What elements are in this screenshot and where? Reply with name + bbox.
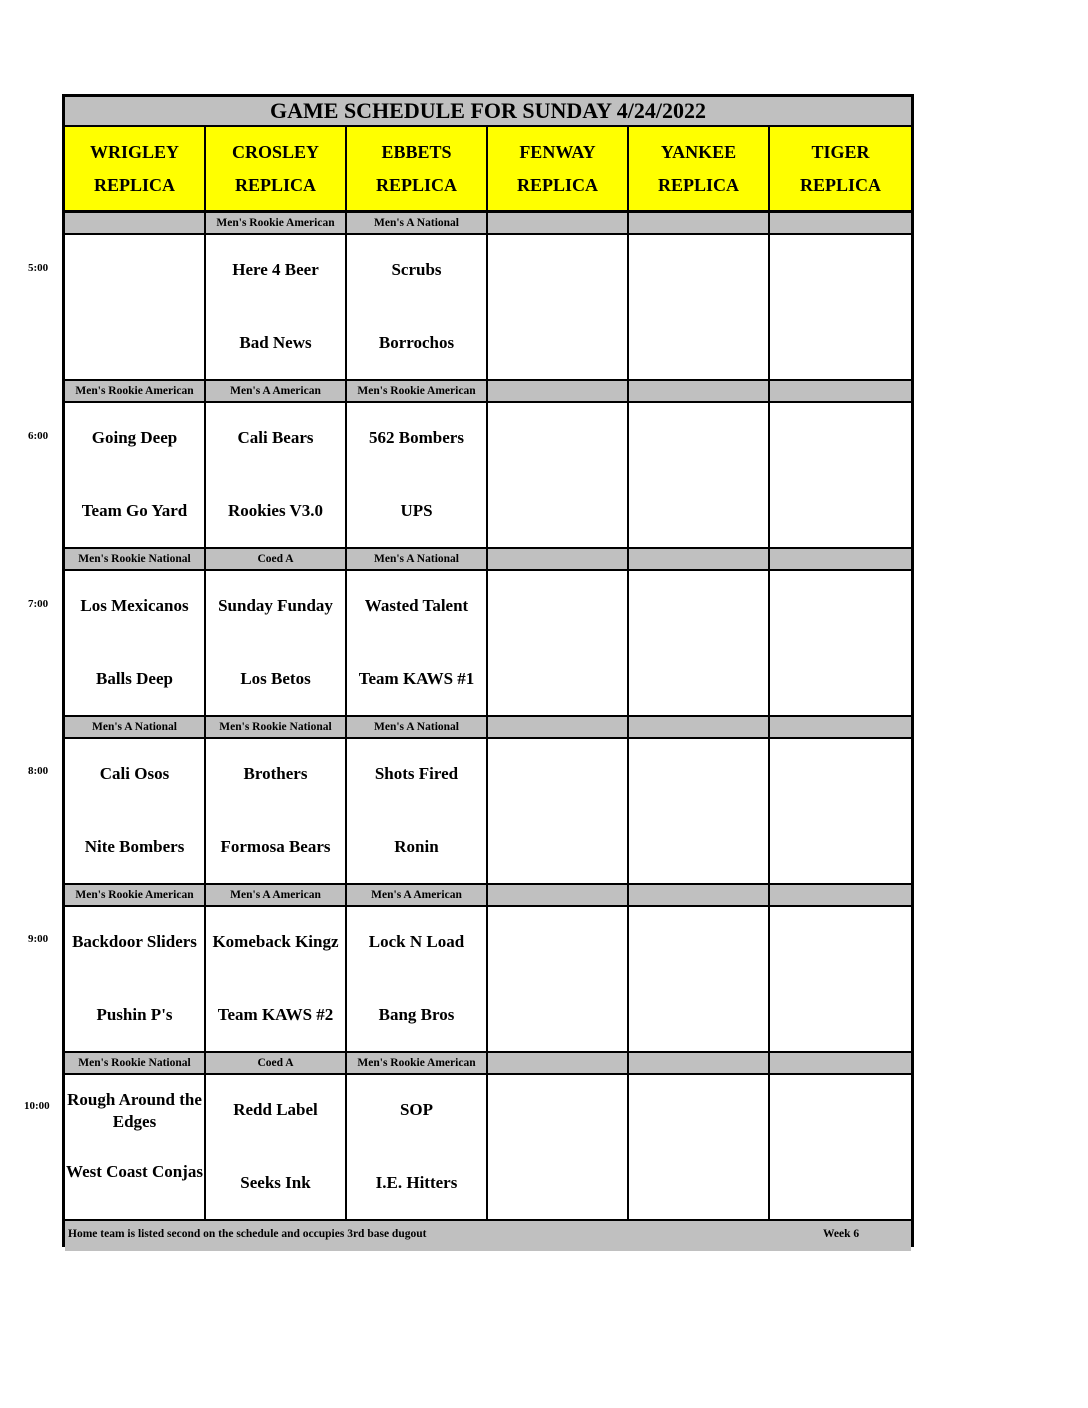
home-team: Team Go Yard bbox=[81, 501, 188, 520]
home-team: Bad News bbox=[239, 333, 312, 352]
home-team: Team KAWS #2 bbox=[217, 1005, 334, 1024]
game-cell bbox=[347, 1075, 488, 1221]
field-name: YANKEE bbox=[660, 141, 737, 162]
home-team: West Coast Conjas bbox=[66, 1162, 203, 1181]
division-label bbox=[770, 213, 911, 235]
division-label: Men's Rookie American bbox=[65, 885, 206, 907]
game-cell bbox=[770, 907, 911, 1053]
field-name: FENWAY bbox=[519, 141, 596, 162]
game-cell bbox=[488, 739, 629, 885]
game-cell bbox=[65, 403, 206, 549]
away-team: Brothers bbox=[243, 764, 308, 783]
division-label bbox=[629, 885, 770, 907]
game-cell bbox=[488, 1075, 629, 1221]
time-slot-label: 8:00 bbox=[28, 765, 49, 777]
home-team: Formosa Bears bbox=[220, 837, 331, 856]
division-label: Men's A National bbox=[347, 717, 488, 739]
division-label: Coed A bbox=[206, 1053, 347, 1075]
field-subtitle: REPLICA bbox=[799, 174, 881, 195]
home-team: Team KAWS #1 bbox=[358, 669, 475, 688]
division-label: Men's Rookie National bbox=[206, 717, 347, 739]
away-team: Scrubs bbox=[391, 260, 442, 279]
home-team: Balls Deep bbox=[96, 669, 173, 688]
game-cell bbox=[629, 739, 770, 885]
away-team: Lock N Load bbox=[368, 932, 465, 951]
home-team: Ronin bbox=[394, 837, 439, 856]
division-label: Men's Rookie American bbox=[65, 381, 206, 403]
away-team: Cali Bears bbox=[237, 428, 314, 447]
away-team: Redd Label bbox=[233, 1100, 318, 1119]
division-label bbox=[770, 717, 911, 739]
schedule-table bbox=[62, 94, 914, 1247]
game-cell bbox=[65, 571, 206, 717]
away-team: Komeback Kingz bbox=[212, 932, 339, 951]
field-name: TIGER bbox=[811, 141, 870, 162]
game-cell bbox=[770, 571, 911, 717]
home-team: Los Betos bbox=[240, 669, 311, 688]
field-subtitle: REPLICA bbox=[93, 174, 175, 195]
time-slot-label: 10:00 bbox=[24, 1100, 50, 1112]
game-cell bbox=[488, 235, 629, 381]
time-slot-label: 7:00 bbox=[28, 598, 49, 610]
division-label bbox=[488, 381, 629, 403]
division-label: Men's A American bbox=[206, 885, 347, 907]
division-label bbox=[629, 381, 770, 403]
game-cell bbox=[347, 907, 488, 1053]
schedule-footer bbox=[65, 1221, 911, 1251]
division-label bbox=[65, 213, 206, 235]
game-cell bbox=[206, 1075, 347, 1221]
home-team: Bang Bros bbox=[378, 1005, 455, 1024]
game-cell bbox=[347, 739, 488, 885]
division-label bbox=[770, 381, 911, 403]
away-team: Wasted Talent bbox=[364, 596, 469, 615]
division-label bbox=[629, 1053, 770, 1075]
division-label bbox=[770, 549, 911, 571]
division-label bbox=[770, 1053, 911, 1075]
away-team: Backdoor Sliders bbox=[72, 932, 197, 951]
field-header-yankee bbox=[629, 127, 770, 213]
away-team: Here 4 Beer bbox=[232, 260, 319, 279]
division-label bbox=[488, 717, 629, 739]
field-header-ebbets bbox=[347, 127, 488, 213]
away-team: Sunday Funday bbox=[218, 596, 333, 615]
division-label bbox=[770, 885, 911, 907]
field-name: CROSLEY bbox=[231, 141, 320, 162]
game-cell bbox=[488, 403, 629, 549]
home-team: I.E. Hitters bbox=[375, 1173, 458, 1192]
division-label bbox=[488, 213, 629, 235]
game-cell bbox=[629, 907, 770, 1053]
away-team: Cali Osos bbox=[99, 764, 170, 783]
week-label: Week 6 bbox=[823, 1228, 860, 1240]
game-cell bbox=[488, 907, 629, 1053]
game-cell bbox=[347, 403, 488, 549]
game-cell bbox=[206, 235, 347, 381]
game-cell bbox=[206, 739, 347, 885]
field-header-fenway bbox=[488, 127, 629, 213]
division-label: Men's Rookie American bbox=[347, 381, 488, 403]
division-label bbox=[488, 885, 629, 907]
field-header-tiger bbox=[770, 127, 911, 213]
field-subtitle: REPLICA bbox=[234, 174, 316, 195]
time-slot-label: 6:00 bbox=[28, 430, 49, 442]
division-label: Men's Rookie American bbox=[206, 213, 347, 235]
away-team: SOP bbox=[399, 1100, 434, 1119]
home-team: Nite Bombers bbox=[84, 837, 185, 856]
game-cell bbox=[65, 235, 206, 381]
home-team: Pushin P's bbox=[96, 1005, 173, 1024]
game-cell bbox=[629, 1075, 770, 1221]
away-team: Shots Fired bbox=[374, 764, 459, 783]
game-cell bbox=[347, 235, 488, 381]
home-team: Seeks Ink bbox=[240, 1173, 311, 1192]
field-subtitle: REPLICA bbox=[375, 174, 457, 195]
division-label: Men's Rookie National bbox=[65, 549, 206, 571]
game-cell bbox=[65, 907, 206, 1053]
game-cell bbox=[770, 1075, 911, 1221]
away-team: Going Deep bbox=[91, 428, 178, 447]
away-team: 562 Bombers bbox=[369, 428, 464, 447]
division-label bbox=[629, 717, 770, 739]
field-header-crosley bbox=[206, 127, 347, 213]
game-cell bbox=[770, 739, 911, 885]
game-cell bbox=[488, 571, 629, 717]
division-label: Men's A National bbox=[347, 549, 488, 571]
time-slot-label: 9:00 bbox=[28, 933, 49, 945]
field-subtitle: REPLICA bbox=[516, 174, 598, 195]
home-team: UPS bbox=[400, 501, 433, 520]
field-subtitle: REPLICA bbox=[657, 174, 739, 195]
away-team: Rough Around the Edges bbox=[67, 1090, 202, 1131]
home-team-note: Home team is listed second on the schedule and occupies 3rd base dugout bbox=[68, 1228, 427, 1240]
game-cell bbox=[206, 571, 347, 717]
division-label: Men's A American bbox=[347, 885, 488, 907]
division-label: Men's Rookie National bbox=[65, 1053, 206, 1075]
game-cell bbox=[629, 403, 770, 549]
home-team: Borrochos bbox=[378, 333, 455, 352]
division-label bbox=[488, 549, 629, 571]
game-cell bbox=[629, 571, 770, 717]
time-slot-label: 5:00 bbox=[28, 262, 49, 274]
division-label: Men's A American bbox=[206, 381, 347, 403]
division-label: Men's Rookie American bbox=[347, 1053, 488, 1075]
away-team: Los Mexicanos bbox=[80, 596, 189, 615]
division-label: Coed A bbox=[206, 549, 347, 571]
game-cell bbox=[770, 235, 911, 381]
schedule-title: GAME SCHEDULE FOR SUNDAY 4/24/2022 bbox=[65, 97, 911, 127]
game-cell bbox=[65, 1075, 206, 1221]
game-cell bbox=[206, 907, 347, 1053]
division-label: Men's A National bbox=[347, 213, 488, 235]
division-label bbox=[488, 1053, 629, 1075]
game-cell bbox=[629, 235, 770, 381]
game-cell bbox=[65, 739, 206, 885]
field-name: EBBETS bbox=[381, 141, 452, 162]
home-team: Rookies V3.0 bbox=[227, 501, 324, 520]
division-label: Men's A National bbox=[65, 717, 206, 739]
field-name: WRIGLEY bbox=[89, 141, 179, 162]
division-label bbox=[629, 213, 770, 235]
game-cell bbox=[206, 403, 347, 549]
game-cell bbox=[770, 403, 911, 549]
field-header-wrigley bbox=[65, 127, 206, 213]
division-label bbox=[629, 549, 770, 571]
game-cell bbox=[347, 571, 488, 717]
